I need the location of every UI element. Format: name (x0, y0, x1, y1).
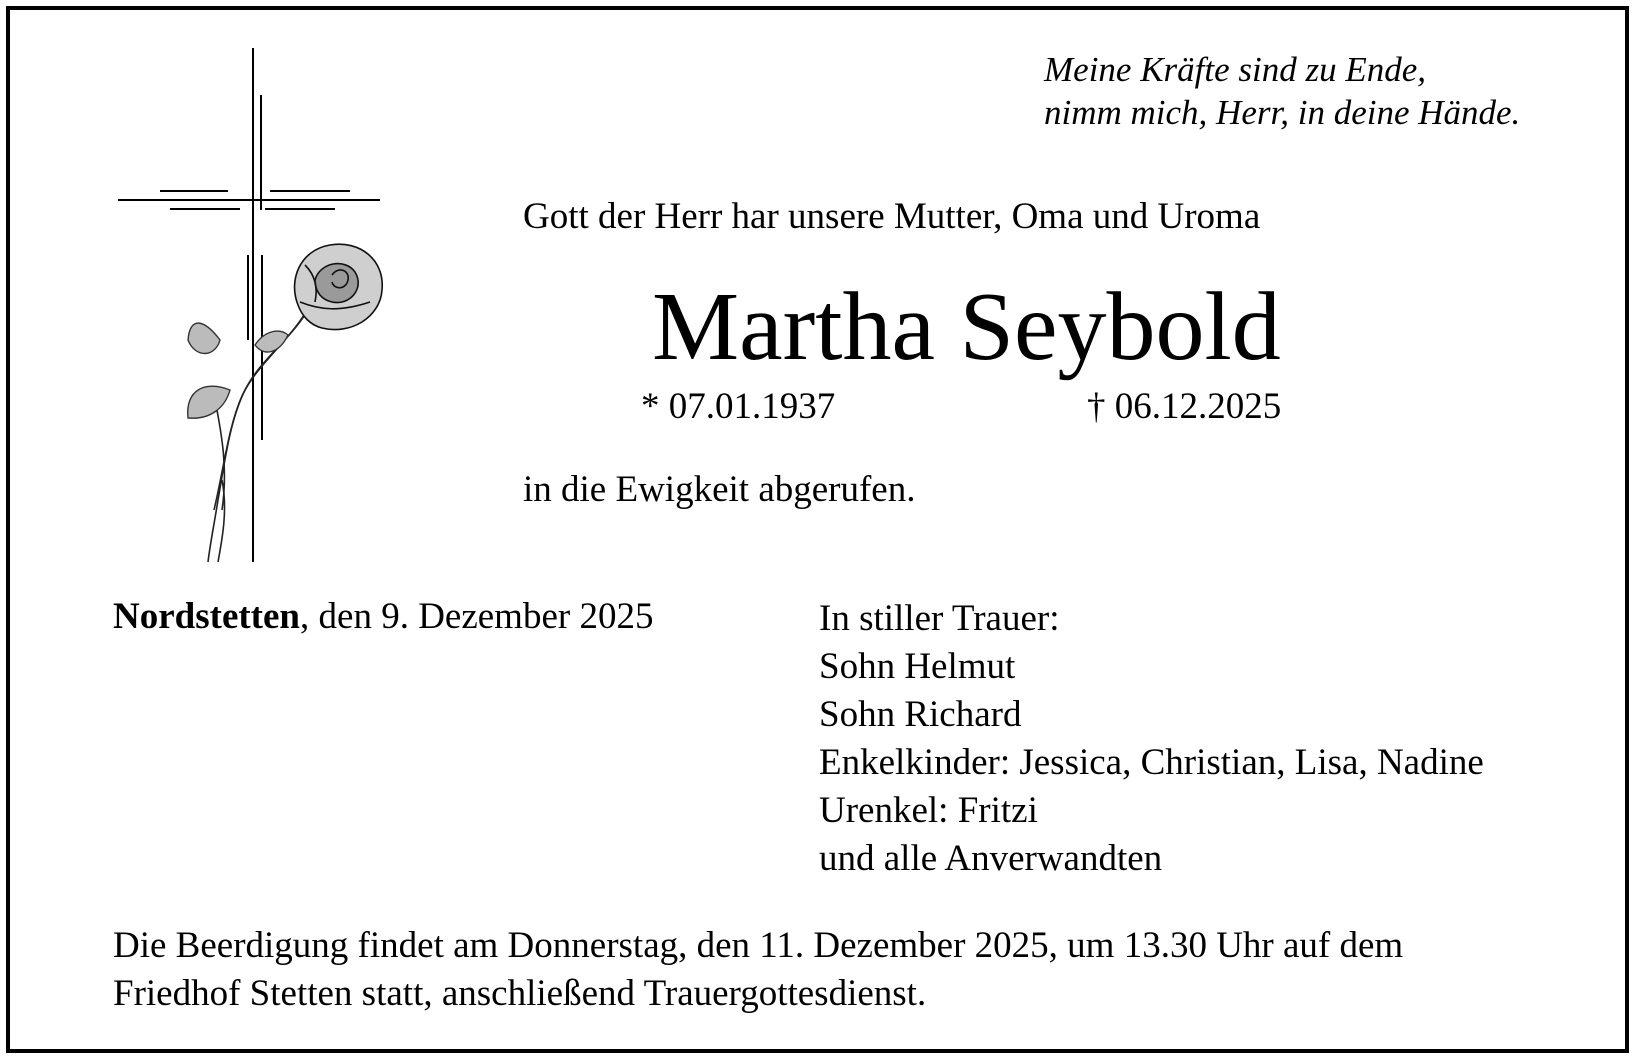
mourner-line: Sohn Richard (819, 694, 1022, 735)
called-text: in die Ewigkeit abgerufen. (523, 469, 916, 510)
birth-date: * 07.01.1937 (641, 386, 836, 427)
intro-text: Gott der Herr har unsere Mutter, Oma und Uroma (523, 196, 1261, 237)
mourner-line: Enkelkinder: Jessica, Christian, Lisa, Nadine (819, 742, 1484, 783)
mourners-list (819, 595, 1484, 883)
place-name: Nordstetten (113, 596, 301, 637)
mourner-line: Urenkel: Fritzi (819, 790, 1038, 831)
notice-date: , den 9. Dezember 2025 (300, 596, 654, 637)
place-and-date (113, 595, 653, 638)
motto-line: Meine Kräfte sind zu Ende, (1044, 50, 1427, 89)
funeral-line: Die Beerdigung findet am Donnerstag, den 11. Dezember 2025, um 13.30 Uhr auf dem (113, 925, 1404, 966)
funeral-info (113, 922, 1403, 1018)
cross-with-rose-icon (110, 40, 400, 570)
funeral-line: Friedhof Stetten statt, anschließend Trauergottesdienst. (113, 973, 927, 1014)
death-date: † 06.12.2025 (1087, 386, 1282, 427)
motto-verse (1044, 48, 1520, 134)
motto-line: nimm mich, Herr, in deine Hände. (1044, 93, 1521, 132)
mourner-line: und alle Anverwandten (819, 838, 1163, 879)
mourners-heading: In stiller Trauer: (819, 598, 1060, 639)
deceased-name: Martha Seybold (652, 273, 1281, 381)
mourner-line: Sohn Helmut (819, 646, 1016, 687)
